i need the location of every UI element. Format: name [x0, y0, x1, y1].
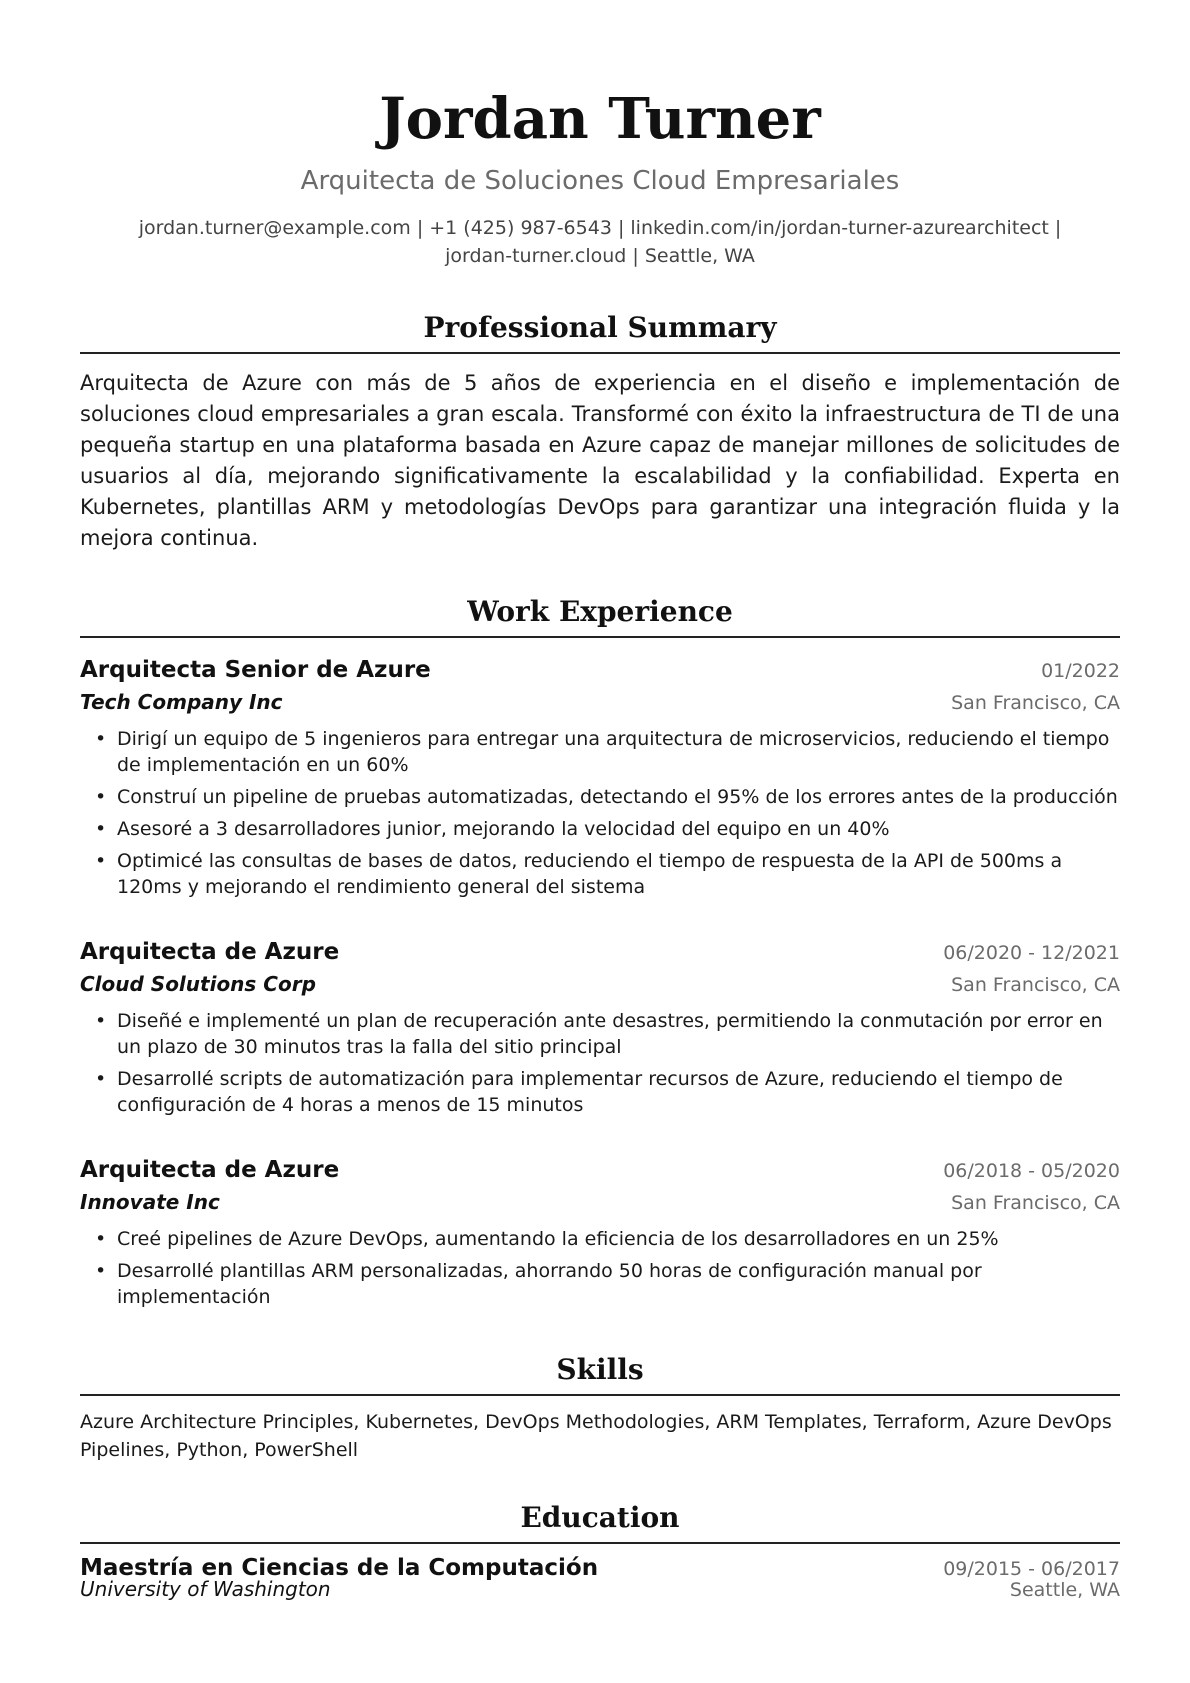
job-bullet-text: Diseñé e implementé un plan de recuperación ante desastres, permitiendo la conmutación por error en un plazo de 30 minutos tras la falla del sitio principal: [117, 1010, 1103, 1058]
job-entry: [80, 1154, 1120, 1310]
job-bullet: [80, 784, 1120, 810]
bullet-icon: •: [95, 818, 107, 840]
bullet-icon: •: [95, 1010, 107, 1032]
job-entry: [80, 654, 1120, 900]
experience-heading: Work Experience: [80, 594, 1120, 638]
summary-text: Arquitecta de Azure con más de 5 años de experiencia en el diseño e implementación de soluciones cloud empresariales a gran escala. Transformé con éxito la infraestructura de TI de una pequeña startup en una plataforma basada en Azure capaz de manejar millones de solicitudes de usuarios al día, mejorando significativamente la escalabilidad y la confiabilidad. Experta en Kubernetes, plantillas ARM y metodologías DevOps para garantizar una integración fluida y la mejora continua.: [80, 371, 1120, 550]
job-bullet-text: Optimicé las consultas de bases de datos, reduciendo el tiempo de respuesta de la API de 500ms a 120ms y mejorando el rendimiento general del sistema: [117, 850, 1063, 898]
summary-heading: Professional Summary: [80, 310, 1120, 354]
job-company: Innovate Inc: [80, 1190, 220, 1214]
job-bullets: [80, 1226, 1120, 1310]
bullet-icon: •: [95, 1068, 107, 1090]
job-location: San Francisco, CA: [951, 1192, 1120, 1214]
job-bullet-text: Creé pipelines de Azure DevOps, aumentando la eficiencia de los desarrolladores en un 25%: [117, 1228, 999, 1250]
candidate-name: Jordan Turner: [379, 86, 821, 152]
job-title: Arquitecta de Azure: [80, 939, 340, 965]
bullet-icon: •: [95, 728, 107, 750]
job-bullet: [80, 1066, 1120, 1118]
job-bullets: [80, 726, 1120, 900]
resume-header: [80, 84, 1120, 270]
contact-line-1: jordan.turner@example.com | +1 (425) 987-6543 | linkedin.com/in/jordan-turner-azurearchitect |: [138, 217, 1062, 239]
education-degree: Maestría en Ciencias de la Computación: [80, 1555, 599, 1581]
skills-section: [80, 1352, 1120, 1464]
job-bullet: [80, 1258, 1120, 1310]
bullet-icon: •: [95, 850, 107, 872]
job-title: Arquitecta Senior de Azure: [80, 657, 431, 683]
job-date: 06/2020 - 12/2021: [943, 942, 1120, 964]
bullet-icon: •: [95, 786, 107, 808]
job-bullet-text: Construí un pipeline de pruebas automatizadas, detectando el 95% de los errores antes de la producción: [117, 786, 1118, 808]
job-bullet: [80, 1226, 1120, 1252]
job-date: 06/2018 - 05/2020: [943, 1160, 1120, 1182]
job-company: Cloud Solutions Corp: [80, 972, 316, 996]
education-location: Seattle, WA: [1009, 1579, 1120, 1601]
job-bullet: [80, 848, 1120, 900]
education-heading: Education: [80, 1500, 1120, 1544]
skills-heading: Skills: [80, 1352, 1120, 1396]
contact-info: [80, 214, 1120, 270]
summary-section: [80, 310, 1120, 554]
job-bullets: [80, 1008, 1120, 1118]
job-bullet: [80, 726, 1120, 778]
skills-text: Azure Architecture Principles, Kubernetes, DevOps Methodologies, ARM Templates, Terraform, Azure DevOps Pipelines, Python, PowerShell: [80, 1411, 1112, 1461]
job-bullet-text: Desarrollé scripts de automatización para implementar recursos de Azure, reduciendo el tiempo de configuración de 4 horas a menos de 15 minutos: [117, 1068, 1063, 1116]
education-dates: 09/2015 - 06/2017: [943, 1558, 1120, 1580]
bullet-icon: •: [95, 1260, 107, 1282]
job-location: San Francisco, CA: [951, 692, 1120, 714]
job-bullet: [80, 1008, 1120, 1060]
job-date: 01/2022: [1041, 660, 1120, 682]
job-entry: [80, 936, 1120, 1118]
contact-line-2: jordan-turner.cloud | Seattle, WA: [445, 245, 755, 267]
education-school: University of Washington: [80, 1577, 331, 1601]
bullet-icon: •: [95, 1228, 107, 1250]
experience-section: [80, 594, 1120, 1310]
job-bullet-text: Desarrollé plantillas ARM personalizadas, ahorrando 50 horas de configuración manual por implementación: [117, 1260, 982, 1308]
education-entry: [80, 1555, 1120, 1601]
job-bullet-text: Asesoré a 3 desarrolladores junior, mejorando la velocidad del equipo en un 40%: [117, 818, 890, 840]
candidate-headline: Arquitecta de Soluciones Cloud Empresariales: [300, 166, 900, 196]
job-bullet: [80, 816, 1120, 842]
job-bullet-text: Dirigí un equipo de 5 ingenieros para entregar una arquitectura de microservicios, reduciendo el tiempo de implementación en un 60%: [117, 728, 1110, 776]
job-company: Tech Company Inc: [80, 690, 283, 714]
job-location: San Francisco, CA: [951, 974, 1120, 996]
education-section: [80, 1500, 1120, 1600]
resume-page: [80, 0, 1120, 1600]
job-title: Arquitecta de Azure: [80, 1157, 340, 1183]
